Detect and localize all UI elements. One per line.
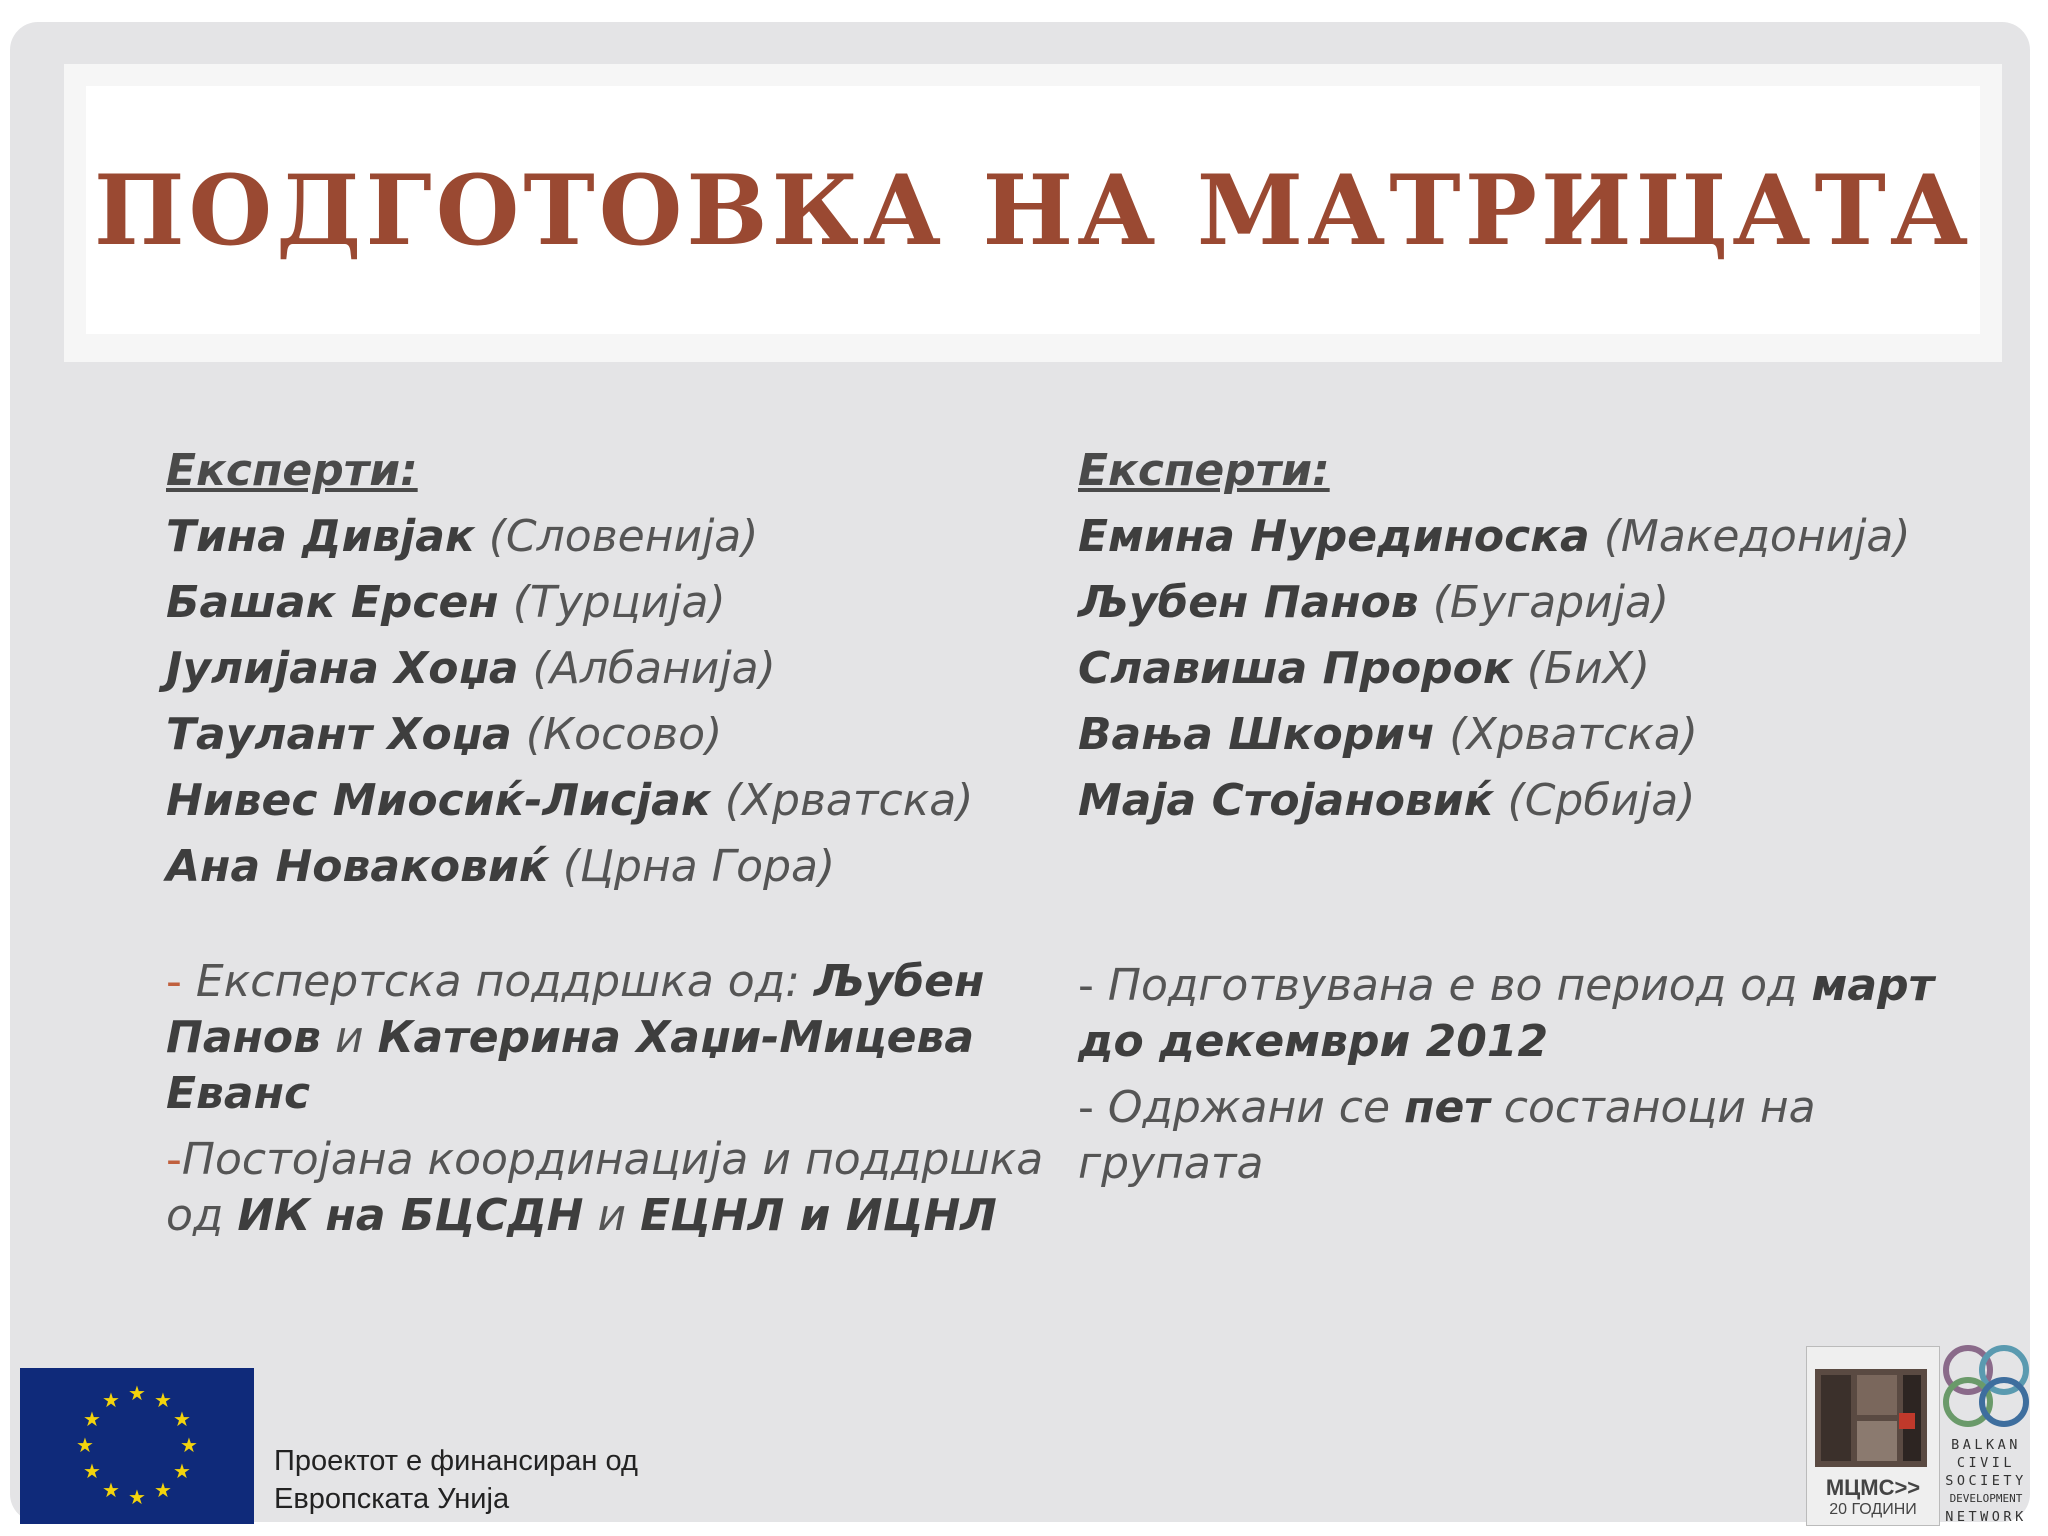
bcsdn-logo-line: SOCIETY — [1945, 1473, 2027, 1489]
title-box — [86, 86, 1980, 334]
expert-support-note — [166, 954, 1046, 1122]
expert-country: (Црна Гора) — [562, 841, 836, 892]
mcms-logo-subtext: 20 ГОДИНИ — [1829, 1501, 1917, 1518]
expert-item — [1078, 504, 2008, 570]
expert-name: Ана Новаковиќ — [166, 841, 549, 892]
expert-name: Таулант Хоџа — [166, 709, 512, 760]
expert-country: (Словенија) — [488, 511, 759, 562]
note-text: Експертска поддршка од: — [181, 956, 814, 1007]
eu-stars-icon — [20, 1368, 254, 1524]
funding-statement — [274, 1442, 638, 1518]
expert-item — [166, 834, 1046, 900]
experts-heading-left: Експерти: — [166, 445, 418, 496]
bullet-dash: - — [166, 956, 182, 1007]
expert-country: (БиХ) — [1526, 643, 1651, 694]
svg-text:★: ★ — [83, 1459, 101, 1483]
expert-item — [1078, 768, 2008, 834]
expert-name: Љубен Панов — [1078, 577, 1419, 628]
bcsdn-logo-line: DEVELOPMENT — [1949, 1492, 2023, 1505]
expert-name: Маја Стојановиќ — [1078, 775, 1494, 826]
expert-item — [1078, 702, 2008, 768]
note-text: и — [583, 1190, 641, 1241]
svg-text:★: ★ — [83, 1407, 101, 1431]
funding-line: Европската Унија — [274, 1483, 510, 1515]
org-name: ЕЦНЛ и ИЦНЛ — [640, 1190, 997, 1241]
note-text: и — [321, 1012, 378, 1063]
svg-text:★: ★ — [173, 1407, 191, 1431]
note-text: состаноци на групата — [1078, 1082, 1816, 1189]
bcsdn-logo-line: CIVIL — [1956, 1455, 2016, 1471]
expert-item — [166, 636, 1046, 702]
bullet-dash: - — [1078, 1082, 1108, 1133]
mcms-building-icon — [1807, 1355, 1939, 1475]
coordination-note — [166, 1132, 1046, 1244]
svg-text:★: ★ — [154, 1388, 172, 1412]
expert-country: (Турција) — [512, 577, 726, 628]
mcms-logo-text: МЦМС>> — [1825, 1475, 1921, 1500]
svg-text:★: ★ — [102, 1478, 120, 1502]
expert-name: Славиша Пророк — [1078, 643, 1513, 694]
note-text: Постојана координација и поддршка од — [166, 1134, 1044, 1241]
bullet-dash: - — [1078, 960, 1108, 1011]
eu-flag-icon — [20, 1368, 254, 1524]
bcsdn-logo-line: NETWORK — [1945, 1509, 2027, 1525]
svg-text:★: ★ — [102, 1388, 120, 1412]
mcms-logo-icon — [1806, 1346, 1940, 1526]
svg-text:★: ★ — [76, 1433, 94, 1457]
svg-text:★: ★ — [154, 1478, 172, 1502]
svg-text:★: ★ — [173, 1459, 191, 1483]
expert-name: Нивес Миосиќ-Лисјак — [166, 775, 711, 826]
expert-country: (Хрватска) — [1449, 709, 1698, 760]
meetings-count: пет — [1404, 1082, 1490, 1133]
note-text: Подготвувана е во период од — [1107, 960, 1812, 1011]
expert-item — [166, 768, 1046, 834]
expert-country: (Македонија) — [1603, 511, 1911, 562]
right-column — [1078, 438, 2008, 1202]
expert-name: Јулијана Хоџа — [166, 643, 519, 694]
bullet-dash: - — [166, 1134, 182, 1185]
bcsdn-logo-icon — [1938, 1340, 2034, 1530]
expert-name: Вања Шкорич — [1078, 709, 1436, 760]
bcsdn-knot-icon — [1938, 1340, 2034, 1432]
expert-country: (Албанија) — [532, 643, 776, 694]
slide-title: ПОДГОТОВКА НА МАТРИЦАТА — [93, 153, 1973, 267]
org-name: ИК на БЦСДН — [237, 1190, 584, 1241]
expert-item — [166, 702, 1046, 768]
bcsdn-logo-line: BALKAN — [1951, 1437, 2021, 1453]
svg-text:★: ★ — [128, 1485, 146, 1509]
support-name: Катерина Хаџи-Мицева Еванс — [166, 1012, 975, 1119]
expert-name: Емина Нурединоска — [1078, 511, 1590, 562]
left-column — [166, 438, 1046, 1254]
expert-country: (Косово) — [525, 709, 723, 760]
expert-country: (Србија) — [1507, 775, 1696, 826]
expert-country: (Хрватска) — [724, 775, 974, 826]
experts-heading-right: Експерти: — [1078, 445, 1330, 496]
funding-line: Проектот е финансиран од — [274, 1445, 638, 1477]
meetings-note — [1078, 1080, 2008, 1192]
expert-item — [1078, 570, 2008, 636]
period-note — [1078, 958, 2008, 1070]
period-value: март до декември 2012 — [1078, 960, 1935, 1067]
expert-name: Башак Ерсен — [166, 577, 499, 628]
expert-name: Тина Дивјак — [166, 511, 475, 562]
expert-country: (Бугарија) — [1432, 577, 1670, 628]
support-name: Љубен Панов — [166, 956, 985, 1063]
note-text: Одржани се — [1107, 1082, 1405, 1133]
svg-text:★: ★ — [180, 1433, 198, 1457]
expert-item — [1078, 636, 2008, 702]
expert-item — [166, 504, 1046, 570]
bcsdn-logo-text — [1940, 1436, 2032, 1526]
svg-text:★: ★ — [128, 1381, 146, 1405]
expert-item — [166, 570, 1046, 636]
